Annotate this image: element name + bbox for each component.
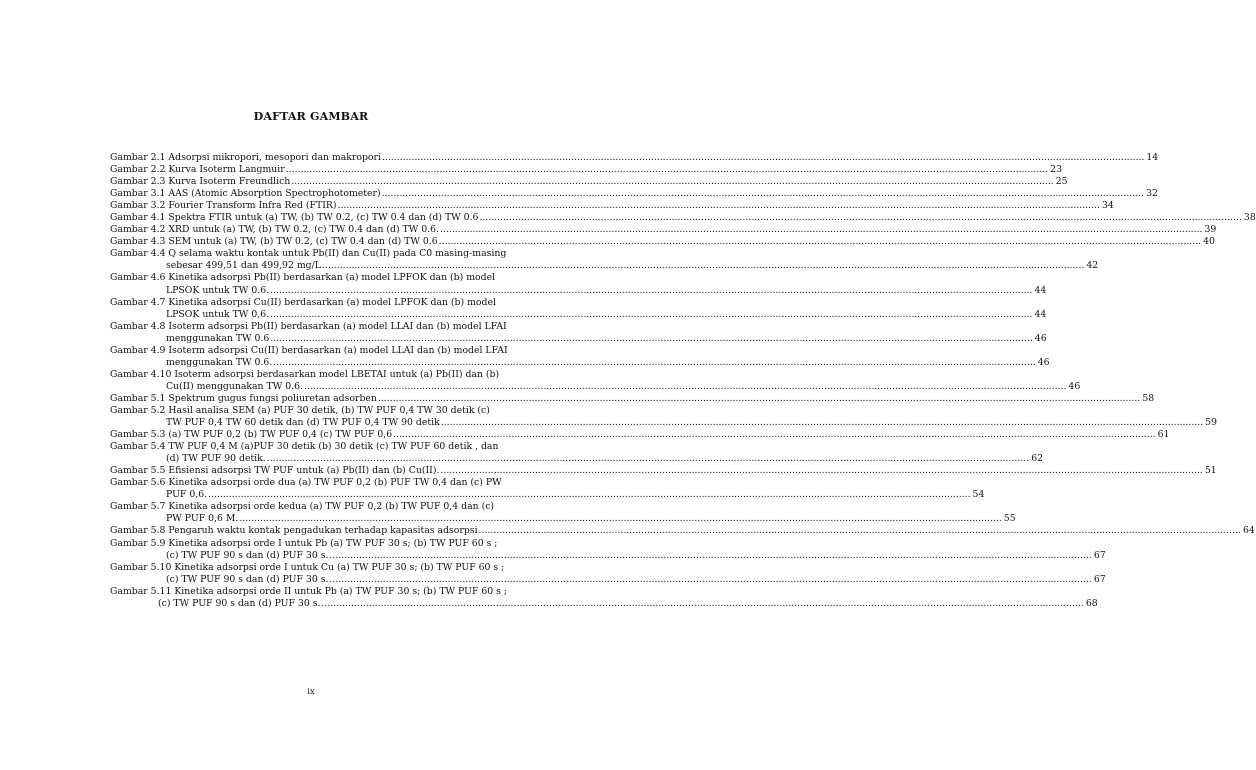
figure-entry[interactable] — [110, 441, 1044, 465]
figure-page-number: 38 — [1243, 212, 1256, 224]
figure-page-number: 34 — [1101, 200, 1114, 212]
figure-entry[interactable] — [110, 236, 1215, 248]
figure-page-number: 68 — [1085, 597, 1098, 609]
figure-caption: Gambar 4.8 Isoterm adsorpsi Pb(II) berdasarkan (a) model LLAI dan (b) model LFAI — [110, 320, 507, 332]
figure-caption: (d) TW PUF 90 detik. — [166, 453, 266, 465]
figure-list — [110, 152, 1256, 610]
dot-leader — [291, 176, 1053, 188]
figure-page-number: 62 — [1031, 453, 1044, 465]
dot-leader — [270, 309, 1032, 321]
figure-caption: PW PUF 0,6 M. — [166, 513, 239, 525]
figure-entry[interactable] — [110, 477, 985, 501]
figure-caption: Gambar 4.2 XRD untuk (a) TW, (b) TW 0.2, (c) TW 0.4 dan (d) TW 0.6. — [110, 224, 440, 236]
dot-leader — [322, 260, 1084, 272]
figure-caption: Gambar 4.1 Spektra FTIR untuk (a) TW, (b) TW 0.2, (c) TW 0.4 dan (d) TW 0.6 — [110, 212, 479, 224]
dot-leader — [440, 465, 1202, 477]
figure-caption: (c) TW PUF 90 s dan (d) PUF 30 s. — [158, 597, 321, 609]
figure-entry[interactable] — [110, 320, 1047, 345]
figure-caption: Cu(II) menggunakan TW 0.6. — [166, 380, 303, 392]
figure-caption: sebesar 499,51 dan 499,92 mg/L — [166, 260, 321, 272]
figure-entry[interactable] — [110, 561, 1106, 586]
figure-caption: Gambar 4.3 SEM untuk (a) TW, (b) TW 0.2, (c) TW 0.4 dan (d) TW 0.6 — [110, 236, 438, 248]
figure-caption: Gambar 5.1 Spektrum gugus fungsi poliuretan adsorben — [110, 392, 377, 404]
figure-page-number: 67 — [1093, 549, 1106, 561]
figure-caption: Gambar 2.1 Adsorpsi mikropori, mesopori dan makropori — [110, 152, 381, 163]
figure-page-number: 44 — [1034, 284, 1047, 296]
figure-page-number: 67 — [1093, 573, 1106, 585]
figure-page-number: 39 — [1204, 224, 1217, 236]
dot-leader — [393, 429, 1155, 441]
figure-entry[interactable] — [110, 465, 1217, 477]
figure-entry[interactable] — [110, 176, 1068, 188]
figure-caption: Gambar 5.10 Kinetika adsorpsi orde I untuk Cu (a) TW PUF 30 s; (b) TW PUF 60 s ; — [110, 561, 505, 573]
figure-page-number: 46 — [1068, 380, 1081, 392]
figure-entry[interactable] — [110, 188, 1158, 200]
dot-leader — [329, 574, 1091, 586]
figure-caption: Gambar 5.11 Kinetika adsorpsi orde II untuk Pb (a) TW PUF 30 s; (b) TW PUF 60 s ; — [110, 585, 508, 597]
figure-entry[interactable] — [110, 585, 1098, 610]
figure-page-number: 46 — [1037, 356, 1050, 368]
figure-entry[interactable] — [110, 404, 1218, 429]
figure-caption: Gambar 4.10 Isoterm adsorpsi berdasarkan model LBETAI untuk (a) Pb(II) dan (b) — [110, 368, 500, 380]
dot-leader — [382, 152, 1144, 164]
figure-caption: PUF 0,6. — [166, 489, 208, 501]
dot-leader — [321, 598, 1083, 610]
figure-entry[interactable] — [110, 212, 1256, 224]
figure-caption: menggunakan TW 0.6 — [166, 332, 270, 344]
dot-leader — [286, 164, 1048, 176]
figure-entry[interactable] — [110, 429, 1170, 441]
dot-leader — [239, 513, 1001, 525]
figure-caption: (c) TW PUF 90 s dan (d) PUF 30 s. — [166, 573, 329, 585]
figure-page-number: 44 — [1034, 308, 1047, 320]
figure-entry[interactable] — [110, 224, 1217, 236]
figure-page-number: 61 — [1157, 429, 1170, 441]
dot-leader — [439, 236, 1201, 248]
dot-leader — [329, 550, 1091, 562]
dot-leader — [270, 285, 1032, 297]
figure-page-number: 58 — [1142, 392, 1155, 404]
page-title: DAFTAR GAMBAR — [253, 110, 369, 123]
figure-page-number: 32 — [1146, 188, 1158, 200]
figure-page-number: 55 — [1003, 513, 1016, 525]
figure-caption: TW PUF 0,4 TW 60 detik dan (d) TW PUF 0,4 TW 90 detik — [166, 417, 440, 429]
figure-entry[interactable] — [110, 525, 1255, 537]
figure-entry[interactable] — [110, 537, 1106, 562]
figure-entry[interactable] — [110, 200, 1114, 212]
figure-caption: menggunakan TW 0.6. — [166, 356, 273, 368]
dot-leader — [479, 525, 1241, 537]
figure-caption: Gambar 5.3 (a) TW PUF 0,2 (b) TW PUF 0,4 (c) TW PUF 0,6 — [110, 429, 393, 441]
figure-caption: Gambar 4.6 Kinetika adsorpsi Pb(II) berdasarkan (a) model LPFOK dan (b) model — [110, 272, 496, 284]
figure-entry[interactable] — [110, 164, 1063, 176]
figure-caption: LPSOK untuk TW 0,6. — [166, 308, 270, 320]
figure-entry[interactable] — [110, 344, 1050, 369]
figure-page-number: 14 — [1146, 152, 1159, 163]
page-number: ix — [307, 687, 315, 697]
figure-caption: Gambar 5.7 Kinetika adsorpsi orde kedua (a) TW PUF 0,2 (b) TW PUF 0,4 dan (c) — [110, 501, 495, 513]
figure-entry[interactable] — [110, 296, 1047, 321]
dot-leader — [479, 212, 1241, 224]
figure-entry[interactable] — [110, 392, 1155, 405]
dot-leader — [382, 188, 1144, 200]
figure-caption: Gambar 4.9 Isoterm adsorpsi Cu(II) berdasarkan (a) model LLAI dan (b) model LFAI — [110, 344, 508, 356]
figure-caption: Gambar 4.4 Q selama waktu kontak untuk Pb(II) dan Cu(II) pada C0 masing-masing — [110, 248, 507, 260]
dot-leader — [208, 489, 970, 501]
dot-leader — [441, 417, 1203, 429]
figure-caption: Gambar 5.2 Hasil analisa SEM (a) PUF 30 detik, (b) TW PUF 0,4 TW 30 detik (c) — [110, 404, 490, 416]
figure-caption: Gambar 2.2 Kurva Isoterm Langmuir — [110, 164, 285, 176]
figure-caption: Gambar 3.2 Fourier Transform Infra Red (FTIR) — [110, 200, 337, 212]
figure-caption: Gambar 4.7 Kinetika adsorpsi Cu(II) berdasarkan (a) model LPFOK dan (b) model — [110, 296, 496, 308]
figure-entry[interactable] — [110, 152, 1159, 164]
figure-page-number: 46 — [1034, 332, 1047, 344]
figure-caption: (c) TW PUF 90 s dan (d) PUF 30 s. — [166, 549, 329, 561]
figure-entry[interactable] — [110, 501, 1016, 525]
dot-leader — [338, 200, 1100, 212]
figure-entry[interactable] — [110, 272, 1047, 296]
dot-leader — [440, 224, 1202, 236]
figure-page-number: 25 — [1055, 176, 1068, 188]
dot-leader — [304, 381, 1066, 393]
figure-caption: Gambar 5.8 Pengaruh waktu kontak pengadukan terhadap kapasitas adsorpsi — [110, 525, 478, 537]
figure-page-number: 54 — [972, 489, 985, 501]
figure-caption: Gambar 2.3 Kurva Isoterm Freundlich — [110, 176, 291, 188]
figure-caption: Gambar 5.6 Kinetika adsorpsi orde dua (a) TW PUF 0,2 (b) PUF TW 0,4 dan (c) PW — [110, 477, 502, 489]
figure-page-number: 51 — [1204, 465, 1217, 477]
figure-caption: Gambar 5.4 TW PUF 0,4 M (a)PUF 30 detik (b) 30 detik (c) TW PUF 60 detik , dan — [110, 441, 499, 453]
figure-page-number: 23 — [1050, 164, 1063, 176]
dot-leader — [273, 357, 1035, 369]
figure-caption: Gambar 5.5 Efisiensi adsorpsi TW PUF untuk (a) Pb(II) dan (b) Cu(II). — [110, 465, 440, 477]
figure-page-number: 40 — [1203, 236, 1215, 248]
figure-page-number: 59 — [1205, 417, 1218, 429]
dot-leader — [378, 393, 1140, 405]
figure-caption: Gambar 3.1 AAS (Atomic Absorption Spectrophotometer) — [110, 188, 381, 200]
figure-entry[interactable] — [110, 248, 1099, 272]
dot-leader — [267, 453, 1029, 465]
figure-page-number: 42 — [1086, 260, 1099, 272]
figure-entry[interactable] — [110, 368, 1081, 393]
figure-caption: Gambar 5.9 Kinetika adsorpsi orde I untuk Pb (a) TW PUF 30 s; (b) TW PUF 60 s ; — [110, 537, 498, 549]
figure-page-number: 64 — [1243, 525, 1255, 537]
dot-leader — [270, 333, 1032, 345]
figure-caption: LPSOK untuk TW 0.6. — [166, 284, 270, 296]
